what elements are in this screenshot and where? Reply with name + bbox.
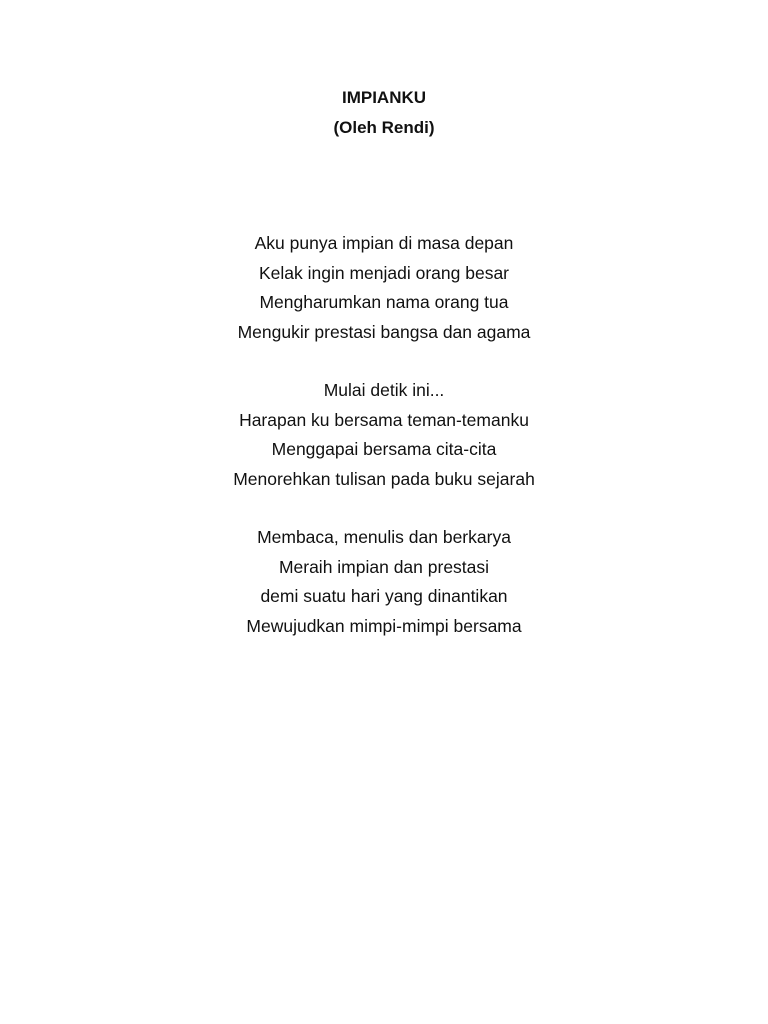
stanza-1 [0, 229, 768, 347]
poem-title: IMPIANKU [341, 88, 427, 107]
poem-line: Mulai detik ini... [323, 380, 445, 400]
poem-line: demi suatu hari yang dinantikan [260, 586, 508, 606]
poem-line: Aku punya impian di masa depan [254, 233, 514, 253]
poem-line: Mengharumkan nama orang tua [259, 292, 509, 312]
poem-author: (Oleh Rendi) [333, 118, 435, 137]
poem-line: Harapan ku bersama teman-temanku [239, 409, 529, 430]
poem-line: Menorehkan tulisan pada buku sejarah [233, 468, 535, 489]
poem-line: Mewujudkan mimpi-mimpi bersama [246, 615, 522, 636]
poem-line: Meraih impian dan prestasi [278, 556, 490, 577]
poem-line: Menggapai bersama cita-cita [271, 439, 497, 459]
poem-line: Kelak ingin menjadi orang besar [258, 262, 510, 283]
poem-line: Mengukir prestasi bangsa dan agama [237, 321, 531, 342]
stanza-3 [0, 523, 768, 641]
poem-line: Membaca, menulis dan berkarya [257, 527, 511, 547]
stanza-2 [0, 376, 768, 494]
